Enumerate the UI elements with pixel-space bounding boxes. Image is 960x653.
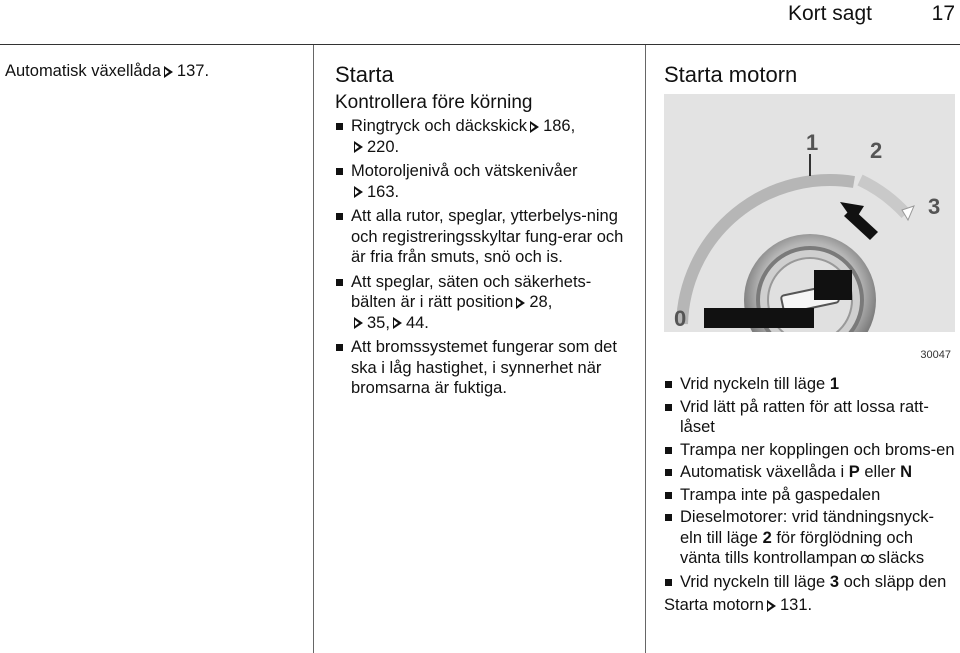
ignition-switch-illustration: [664, 94, 955, 362]
figure-number: 30047: [920, 349, 951, 361]
crossref-arrow-icon: [164, 66, 173, 78]
item-text: Att bromssystemet fungerar som det ska i låg hastighet, i synnerhet när bromsarna är fuktiga.: [351, 338, 617, 397]
item-bold: 2: [762, 528, 772, 547]
section-heading: Starta: [335, 62, 394, 87]
item-text: och släpp den: [843, 572, 947, 591]
list-item: [335, 272, 630, 334]
list-item: [335, 161, 630, 202]
list-item: [664, 440, 956, 461]
crossref-page[interactable]: 28,: [529, 293, 553, 311]
checklist: [335, 116, 630, 399]
subsection-heading: Kontrollera före körning: [335, 92, 533, 113]
item-text: Att speglar, säten och säkerhets-bälten är i rätt position: [351, 272, 592, 311]
item-text: Automatisk växellåda i: [680, 463, 845, 481]
position-label: 0: [674, 306, 687, 331]
glow-plug-lamp-icon: ꝏ: [860, 550, 876, 567]
item-text: Trampa inte på gaspedalen: [680, 485, 881, 504]
crossref-arrow-icon: [393, 317, 402, 329]
crossref-page[interactable]: 220.: [367, 137, 400, 156]
item-text: för förglödning och vänta tills kontrollampan: [680, 528, 914, 567]
ignition-figure: [664, 94, 955, 362]
list-item: [335, 116, 630, 157]
list-item: [664, 572, 956, 593]
list-item: [664, 507, 956, 570]
crossref-page[interactable]: 186,: [543, 117, 576, 135]
section-heading: Starta motorn: [664, 62, 798, 87]
crossref-page[interactable]: 44.: [405, 313, 429, 332]
list-item: [664, 462, 956, 483]
item-bold: P: [848, 463, 860, 481]
list-item: [335, 206, 630, 268]
list-item: [664, 397, 956, 438]
crossref-line: [664, 596, 956, 615]
position-label: 1: [806, 130, 819, 155]
list-item: [664, 485, 956, 506]
list-item: [664, 374, 956, 395]
page-number: 17: [931, 2, 955, 25]
item-text: Dieselmotorer: vrid tändningsnyck-eln till läge: [680, 508, 935, 547]
item-text: Vrid nyckeln till läge: [680, 375, 826, 393]
item-text: eller: [864, 463, 896, 481]
column-divider: [645, 45, 646, 653]
item-text: Ringtryck och däckskick: [351, 117, 528, 135]
item-text: släcks: [878, 549, 925, 567]
crossref-text: Starta motorn: [664, 596, 764, 614]
position-label: 2: [870, 138, 883, 163]
item-bold: 3: [829, 572, 839, 591]
column-middle: [335, 62, 630, 403]
column-left: [5, 62, 209, 81]
item-bold: 1: [829, 375, 839, 393]
item-text: Trampa ner kopplingen och broms-en: [680, 440, 955, 459]
crossref-arrow-icon: [516, 297, 525, 309]
column-divider: [313, 45, 314, 653]
procedure-list: [664, 374, 956, 592]
crossref-page[interactable]: 163.: [367, 182, 400, 201]
crossref-page[interactable]: 35,: [367, 313, 390, 332]
crossref-arrow-icon: [530, 121, 539, 133]
crossref-text: Automatisk växellåda: [5, 62, 161, 80]
crossref-arrow-icon: [354, 141, 363, 153]
header-rule: [0, 44, 960, 45]
crossref-page[interactable]: 131.: [779, 596, 813, 614]
crossref-arrow-icon: [354, 186, 363, 198]
crossref-arrow-icon: [767, 600, 776, 612]
header-title: Kort sagt: [787, 2, 872, 25]
item-bold: N: [900, 463, 913, 481]
column-right: [664, 62, 956, 615]
position-label: 3: [928, 194, 941, 219]
item-text: Vrid lätt på ratten för att lossa ratt-låset: [680, 397, 929, 436]
item-text: Vrid nyckeln till läge: [680, 572, 826, 591]
item-text: Motoroljenivå och vätskenivåer: [351, 162, 578, 180]
crossref-arrow-icon: [354, 317, 363, 329]
list-item: [335, 337, 630, 399]
crossref-page[interactable]: 137.: [176, 62, 210, 80]
item-text: Att alla rutor, speglar, ytterbelys-ning och registreringsskyltar fung-erar och är fria från smuts, snö och is.: [351, 207, 624, 266]
